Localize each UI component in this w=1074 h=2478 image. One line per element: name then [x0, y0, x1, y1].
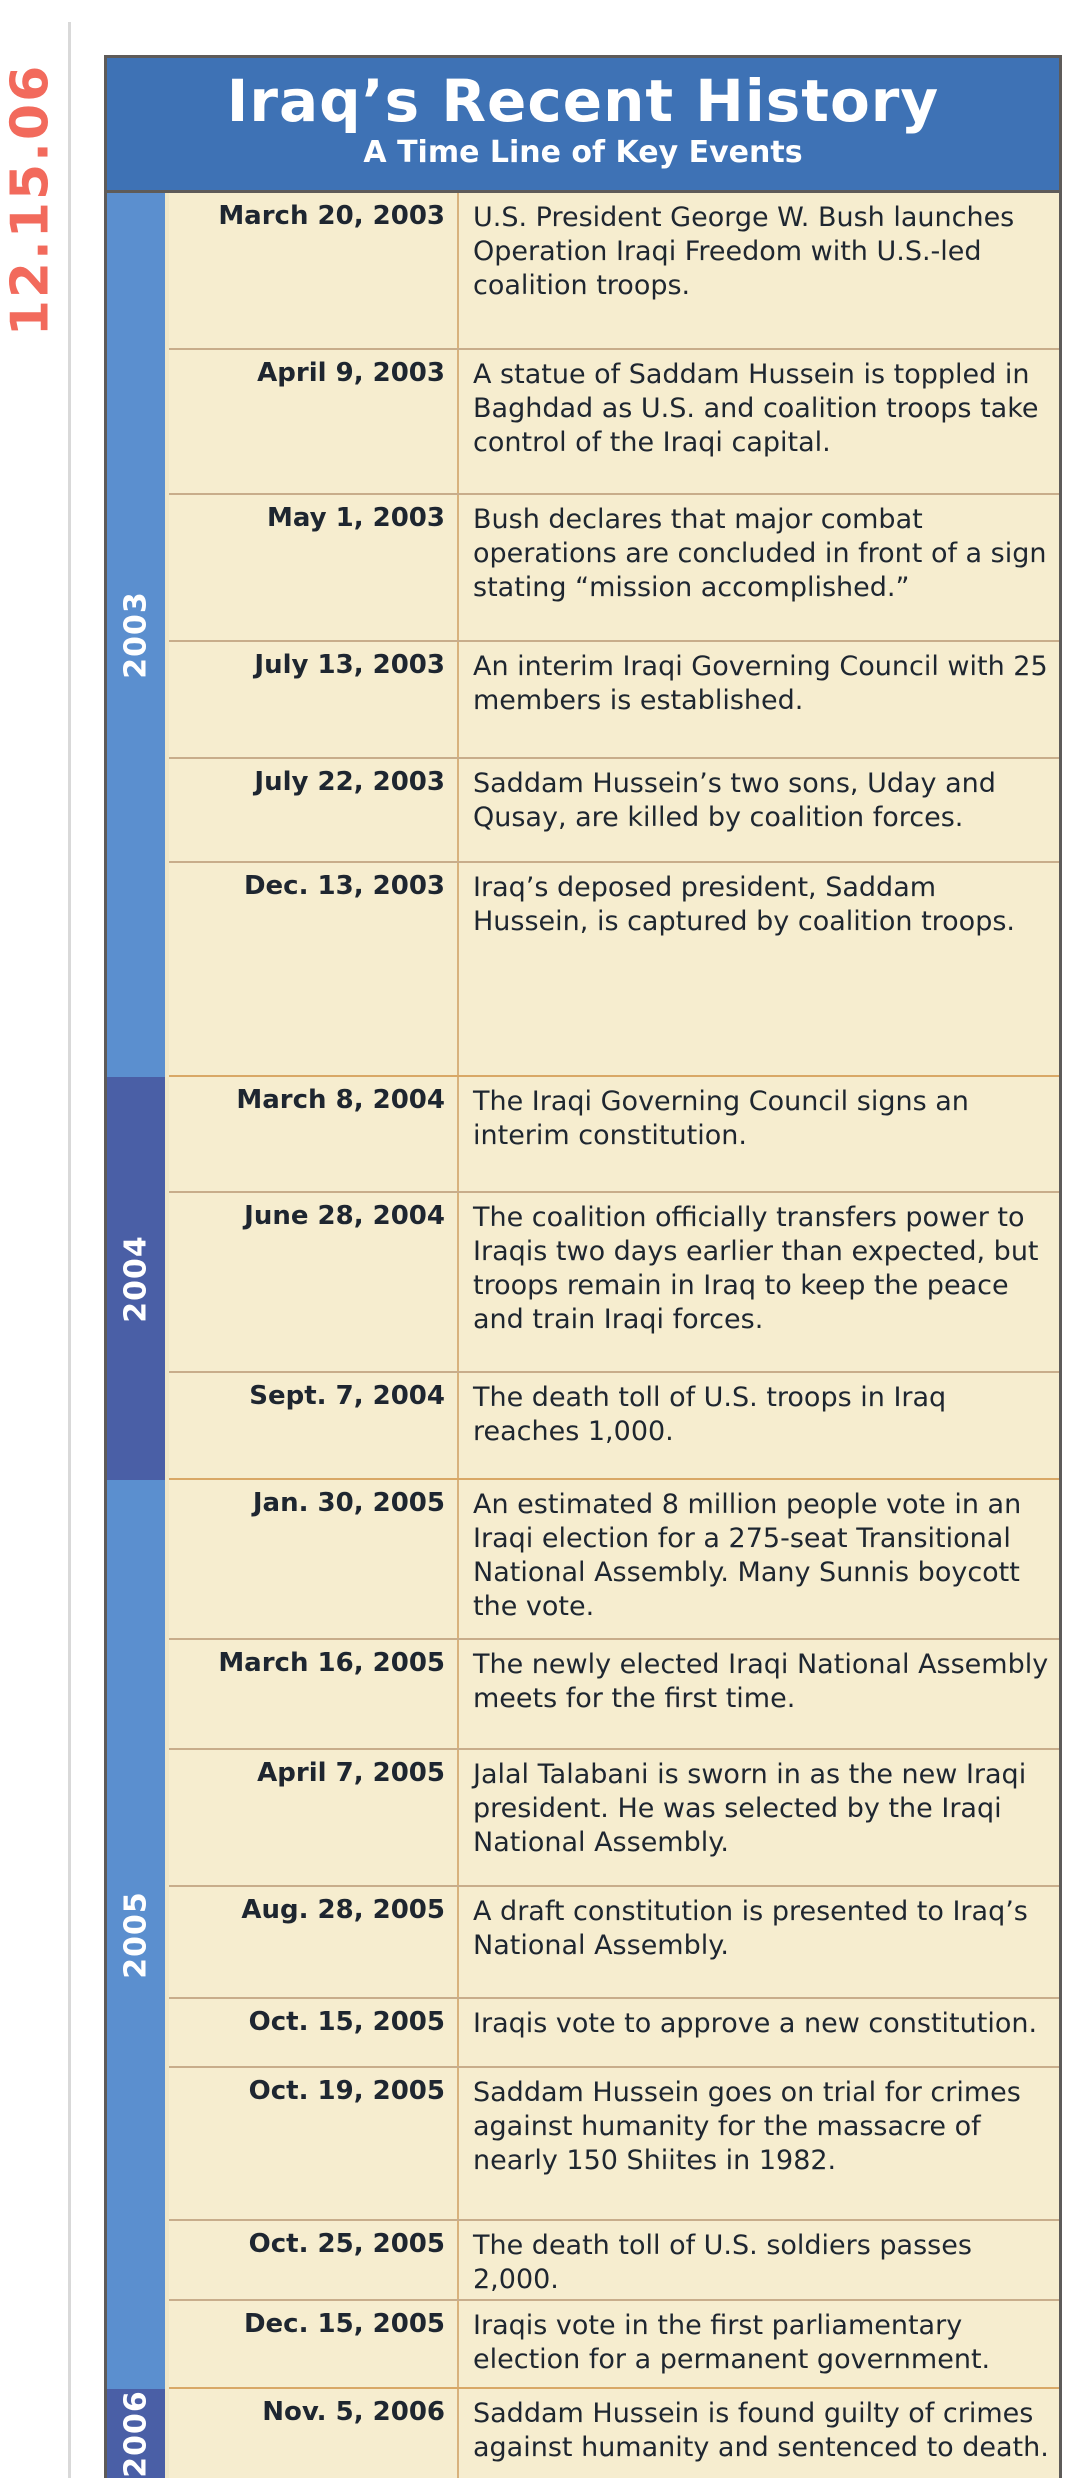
timeline-row: [169, 1373, 1059, 1480]
timeline-row: [169, 193, 1059, 350]
timeline-row: [169, 1077, 1059, 1193]
event-description: A statue of Saddam Hussein is toppled in Baghdad as U.S. and coalition troops take control of the Iraqi capital.: [473, 359, 1039, 458]
event-date: March 16, 2005: [169, 1640, 459, 1748]
event-description: The Iraqi Governing Council signs an interim constitution.: [473, 1086, 969, 1151]
event-date: Sept. 7, 2004: [169, 1373, 459, 1478]
timeline-row: [169, 1480, 1059, 1640]
event-description: Jalal Talabani is sworn in as the new Iraqi president. He was selected by the Iraqi National Assembly.: [473, 1759, 1027, 1858]
event-description: The newly elected Iraqi National Assembly meets for the first time.: [473, 1649, 1049, 1714]
timeline-row: [169, 2068, 1059, 2221]
timeline-body: [107, 193, 1059, 2478]
timeline-row: [169, 2301, 1059, 2389]
event-description: An estimated 8 million people vote in an Iraqi election for a 275-seat Transitional National Assembly. Many Sunnis boycott the vote.: [473, 1489, 1022, 1622]
event-date: Oct. 15, 2005: [169, 1999, 459, 2066]
event-date: July 13, 2003: [169, 642, 459, 757]
year-band-2005: [107, 1480, 169, 2389]
event-description: Saddam Hussein’s two sons, Uday and Qusay, are killed by coalition forces.: [473, 768, 996, 833]
year-label: 2005: [118, 1890, 154, 1979]
year-label: 2004: [118, 1234, 154, 1323]
year-band-2004: [107, 1077, 169, 1480]
timeline-title: Iraq’s Recent History: [226, 67, 940, 135]
timeline-row: [169, 2221, 1059, 2301]
event-date: March 8, 2004: [169, 1077, 459, 1191]
event-description: The coalition officially transfers power to Iraqis two days earlier than expected, but troops remain in Iraq to keep the peace and train Iraqi forces.: [473, 1202, 1039, 1335]
year-label: 2006: [118, 2389, 154, 2478]
year-label: 2003: [118, 591, 154, 679]
event-description: The death toll of U.S. soldiers passes 2,000.: [473, 2230, 972, 2295]
timeline-header: [107, 58, 1059, 193]
timeline-row: [169, 495, 1059, 642]
event-description: Iraqis vote to approve a new constitution.: [473, 2008, 1038, 2039]
timeline-subtitle: A Time Line of Key Events: [363, 135, 803, 170]
event-date: March 20, 2003: [169, 193, 459, 348]
event-description: Saddam Hussein goes on trial for crimes against humanity for the massacre of nearly 150 Shiites in 1982.: [473, 2077, 1021, 2176]
page-date-text: 12.15.06: [0, 63, 61, 337]
event-description: U.S. President George W. Bush launches Operation Iraqi Freedom with U.S.-led coalition troops.: [473, 202, 1015, 301]
event-date: April 9, 2003: [169, 350, 459, 493]
year-band-2006: [107, 2389, 169, 2478]
event-date: July 22, 2003: [169, 759, 459, 861]
event-description: The death toll of U.S. troops in Iraq reaches 1,000.: [473, 1382, 947, 1447]
timeline-row: [169, 1887, 1059, 1999]
event-date: Aug. 28, 2005: [169, 1887, 459, 1997]
event-date: April 7, 2005: [169, 1750, 459, 1885]
timeline-row: [169, 1750, 1059, 1887]
timeline-row: [169, 350, 1059, 495]
event-description: Saddam Hussein is found guilty of crimes against humanity and sentenced to death.: [473, 2398, 1049, 2463]
event-date: Jan. 30, 2005: [169, 1480, 459, 1638]
event-date: Oct. 19, 2005: [169, 2068, 459, 2219]
margin-rule: [68, 22, 71, 2478]
event-date: Oct. 25, 2005: [169, 2221, 459, 2299]
page-date: [0, 30, 60, 370]
timeline-panel: [104, 55, 1062, 2478]
timeline-row: [169, 1999, 1059, 2068]
event-date: Dec. 13, 2003: [169, 863, 459, 1075]
event-description: Bush declares that major combat operations are concluded in front of a sign stating “mission accomplished.”: [473, 504, 1047, 603]
year-column: [107, 193, 169, 2478]
timeline-row: [169, 759, 1059, 863]
event-description: Iraqis vote in the first parliamentary election for a permanent government.: [473, 2310, 991, 2375]
event-date: Nov. 5, 2006: [169, 2389, 459, 2478]
timeline-row: [169, 863, 1059, 1077]
event-description: Iraq’s deposed president, Saddam Hussein, is captured by coalition troops.: [473, 872, 1015, 937]
event-date: June 28, 2004: [169, 1193, 459, 1371]
year-band-2003: [107, 193, 169, 1077]
event-date: May 1, 2003: [169, 495, 459, 640]
event-description: A draft constitution is presented to Iraq’s National Assembly.: [473, 1896, 1028, 1961]
timeline-row: [169, 642, 1059, 759]
event-date: Dec. 15, 2005: [169, 2301, 459, 2387]
timeline-row: [169, 1640, 1059, 1750]
timeline-row: [169, 1193, 1059, 1373]
event-description: An interim Iraqi Governing Council with 25 members is established.: [473, 651, 1048, 716]
timeline-row: [169, 2389, 1059, 2478]
